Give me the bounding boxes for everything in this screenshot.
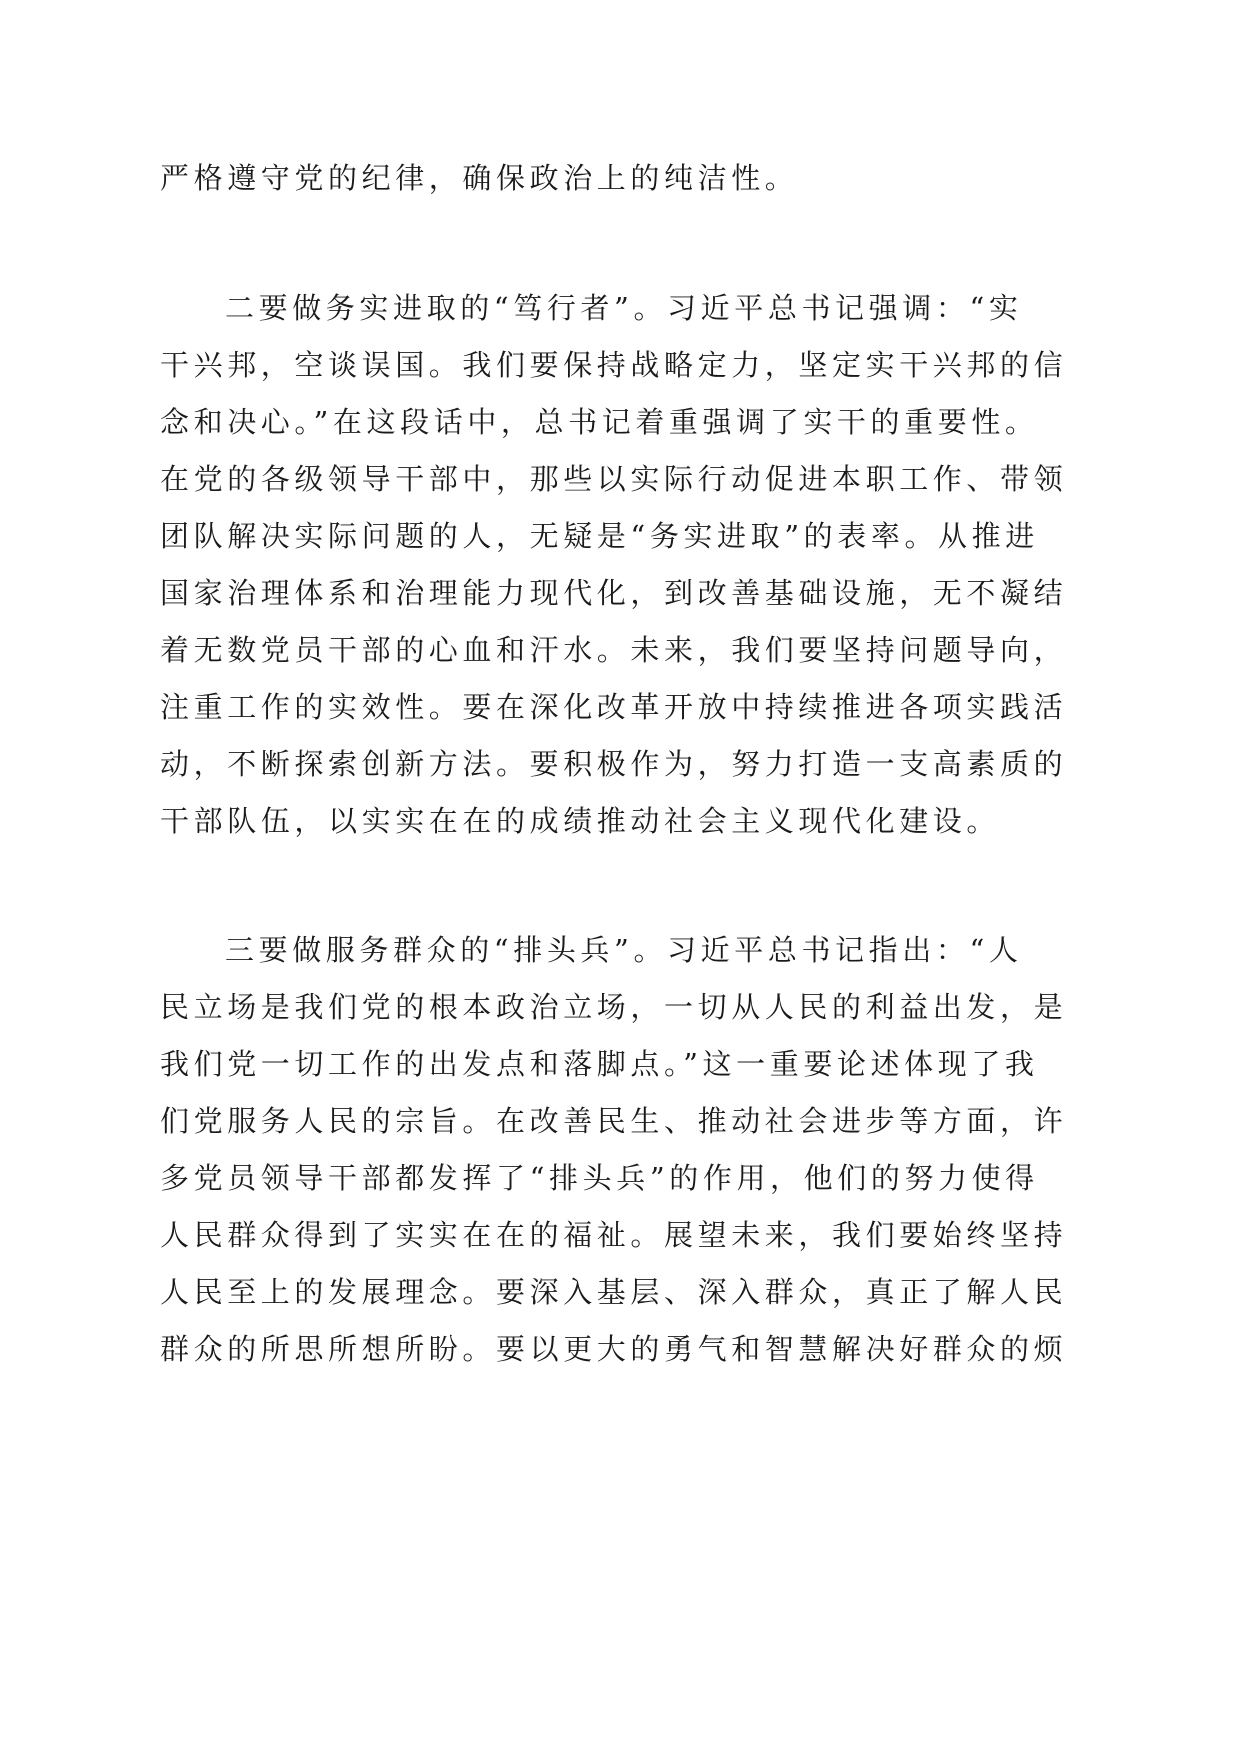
text-line: 我们党一切工作的出发点和落脚点。”这一重要论述体现了我 (160, 1047, 1039, 1081)
paragraph-first-line: 二要做务实进取的“笃行者”。习近平总书记强调：“实 (225, 291, 1023, 325)
text-line: 团队解决实际问题的人，无疑是“务实进取”的表率。从推进 (160, 519, 1039, 553)
text-line: 严格遵守党的纪律，确保政治上的纯洁性。 (160, 161, 799, 195)
text-line: 念和决心。”在这段话中，总书记着重强调了实干的重要性。 (160, 405, 1039, 439)
text-line: 群众的所思所想所盼。要以更大的勇气和智慧解决好群众的烦 (160, 1332, 1068, 1366)
text-line: 动，不断探索创新方法。要积极作为，努力打造一支高素质的 (160, 747, 1068, 781)
text-line: 注重工作的实效性。要在深化改革开放中持续推进各项实践活 (160, 690, 1068, 724)
text-line: 们党服务人民的宗旨。在改善民生、推动社会进步等方面，许 (160, 1104, 1068, 1138)
text-line: 着无数党员干部的心血和汗水。未来，我们要坚持问题导向， (160, 633, 1068, 667)
text-line: 多党员领导干部都发挥了“排头兵”的作用，他们的努力使得 (160, 1161, 1039, 1195)
paragraph-first-line: 三要做服务群众的“排头兵”。习近平总书记指出：“人 (225, 933, 1023, 967)
text-line: 民立场是我们党的根本政治立场，一切从人民的利益出发，是 (160, 990, 1068, 1024)
text-line: 干部队伍，以实实在在的成绩推动社会主义现代化建设。 (160, 804, 1001, 838)
text-line: 人民群众得到了实实在在的福祉。展望未来，我们要始终坚持 (160, 1218, 1068, 1252)
text-line: 在党的各级领导干部中，那些以实际行动促进本职工作、带领 (160, 462, 1068, 496)
text-line: 干兴邦，空谈误国。我们要保持战略定力，坚定实干兴邦的信 (160, 348, 1068, 382)
text-line: 人民至上的发展理念。要深入基层、深入群众，真正了解人民 (160, 1275, 1068, 1309)
text-line: 国家治理体系和治理能力现代化，到改善基础设施，无不凝结 (160, 576, 1068, 610)
